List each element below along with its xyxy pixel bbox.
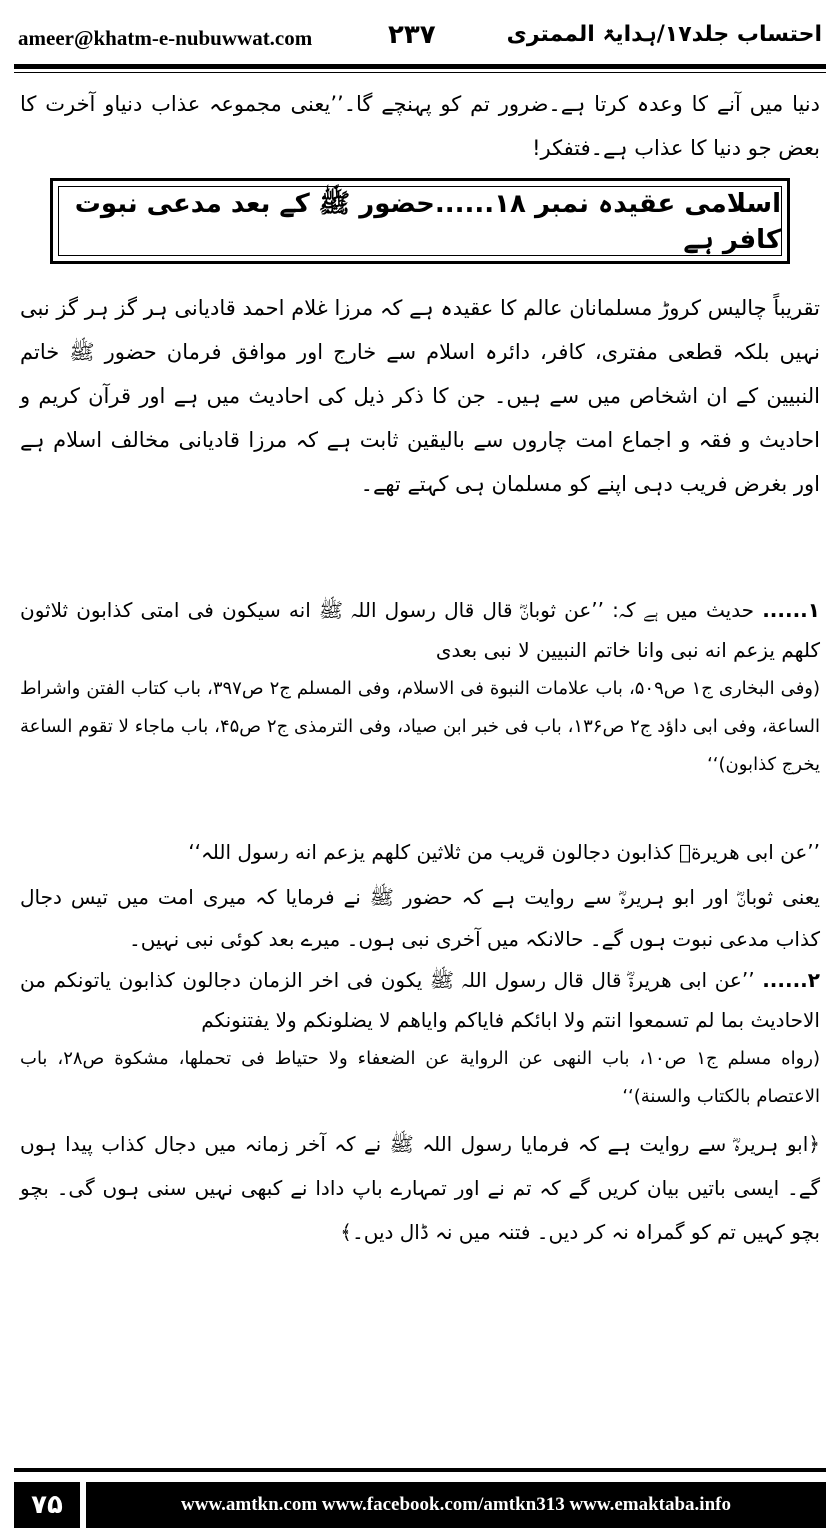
hadith-2-source: (رواه مسلم ج۱ ص۱۰، باب النهى عن الرواية عن الضعفاء ولا حتياط فى تحملها، مشكوة ص۲۸، باب الاعتصام بالكتاب والسنة)‘‘ <box>20 1048 821 1107</box>
hadith-1-lead: حدیث میں ہے کہ: <box>612 598 755 622</box>
body-paragraph: تقریباً چالیس کروڑ مسلمانان عالم کا عقیدہ ہے کہ مرزا غلام احمد قادیانی ہر گز ہر گز نبی نہیں بلکہ قطعی مفتری، کافر، دائرہ اسلام سے خارج اور موافق فرمان حضور ﷺ خاتم النبیین کے ان اشخاص میں سے ہیں۔ جن کا ذکر ذیل کی احادیث میں ہے اور قرآن کریم و احادیث و فقہ و اجماع امت چاروں سے بالیقین ثابت ہے کہ مرزا قادیانی مخالف اسلام ہے اور بغرض فریب دہی اپنے کو مسلمان ہی کہتے تھے۔ <box>20 296 820 496</box>
page-header <box>18 20 822 60</box>
heading-frame <box>50 178 790 264</box>
footer-page-number: ۷۵ <box>14 1482 80 1528</box>
hadith-2 <box>20 960 820 1040</box>
header-rule <box>14 64 826 69</box>
hadith-1 <box>20 590 820 670</box>
header-rule-thin <box>14 72 826 73</box>
footer-rule <box>14 1468 826 1472</box>
intro-paragraph: دنیا میں آنے کا وعدہ کرتا ہے۔ضرور تم کو پہنچے گا۔’’یعنی مجموعہ عذاب دنیاو آخرت کا بعض جو دنیا کا عذاب ہے۔فتفکر! <box>20 92 820 160</box>
hadith-1-text2: ’’عن ابى هريرةؓ كذابون دجالون قريب من ثلاثين كلهم يزعم انه رسول اللہ‘‘ <box>188 840 820 864</box>
header-book-title: احتساب جلد۱۷/ہدایۃ الممتری <box>506 22 822 47</box>
hadith-1-number: ۱...... <box>762 598 820 622</box>
footer-links[interactable]: www.amtkn.com www.facebook.com/amtkn313 www.emaktaba.info <box>86 1482 826 1528</box>
section-heading: اسلامی عقیدہ نمبر ۱۸......حضور ﷺ کے بعد مدعی نبوت کافر ہے <box>74 189 781 255</box>
header-email: ameer@khatm-e-nubuwwat.com <box>18 26 313 50</box>
page-footer <box>0 1468 840 1528</box>
hadith-1-source: (وفى البخارى ج۱ ص۵۰۹، باب علامات النبوة فى الاسلام، وفى المسلم ج۲ ص۳۹۷، باب كتاب الفتن واشراط الساعة، وفى ابى داؤد ج۲ ص۱۳۶، باب فى خبر ابن صياد، وفى الترمذى ج۲ ص۴۵، باب ماجاء لا تقوم الساعة يخرج كذابون)‘‘ <box>20 678 821 775</box>
hadith-2-text: ’’عن ابى هريرةؓ قال قال رسول اللہ ﷺ يكون فى اخر الزمان دجالون كذابون ياتونكم من الاحاديث بما لم تسمعوا انتم ولا ابائكم فاياكم واياهم لا يضلونكم ولا يفتنونكم <box>20 968 820 1032</box>
hadith-1-text: ’’عن ثوبانؓ قال قال رسول اللہ ﷺ انه سيكون فى امتى كذابون ثلاثون كلهم يزعم انه نبى وانا خاتم النبيين لا نبى بعدى <box>20 598 820 662</box>
hadith-2-translation: ﴿ابو ہریرہؓ سے روایت ہے کہ فرمایا رسول اللہ ﷺ نے کہ آخر زمانہ میں دجال کذاب پیدا ہوں گے۔ ایسی باتیں بیان کریں گے کہ تم نے اور تمہارے باپ دادا نے کبھی نہیں سنی ہوں گی۔ بچو بچو کہیں تم کو گمراہ نہ کر دیں۔ فتنہ میں نہ ڈال دیں۔﴾ <box>20 1132 820 1244</box>
hadith-1-translation: یعنی ثوبانؓ اور ابو ہریرہؓ سے روایت ہے کہ حضور ﷺ نے فرمایا کہ میری امت میں تیس دجال کذاب مدعی نبوت ہوں گے۔ حالانکہ میں آخری نبی ہوں۔ میرے بعد کوئی نبی نہیں۔ <box>20 885 820 951</box>
hadith-2-number: ۲...... <box>762 968 820 992</box>
header-page-number: ۲۳۷ <box>388 20 436 50</box>
